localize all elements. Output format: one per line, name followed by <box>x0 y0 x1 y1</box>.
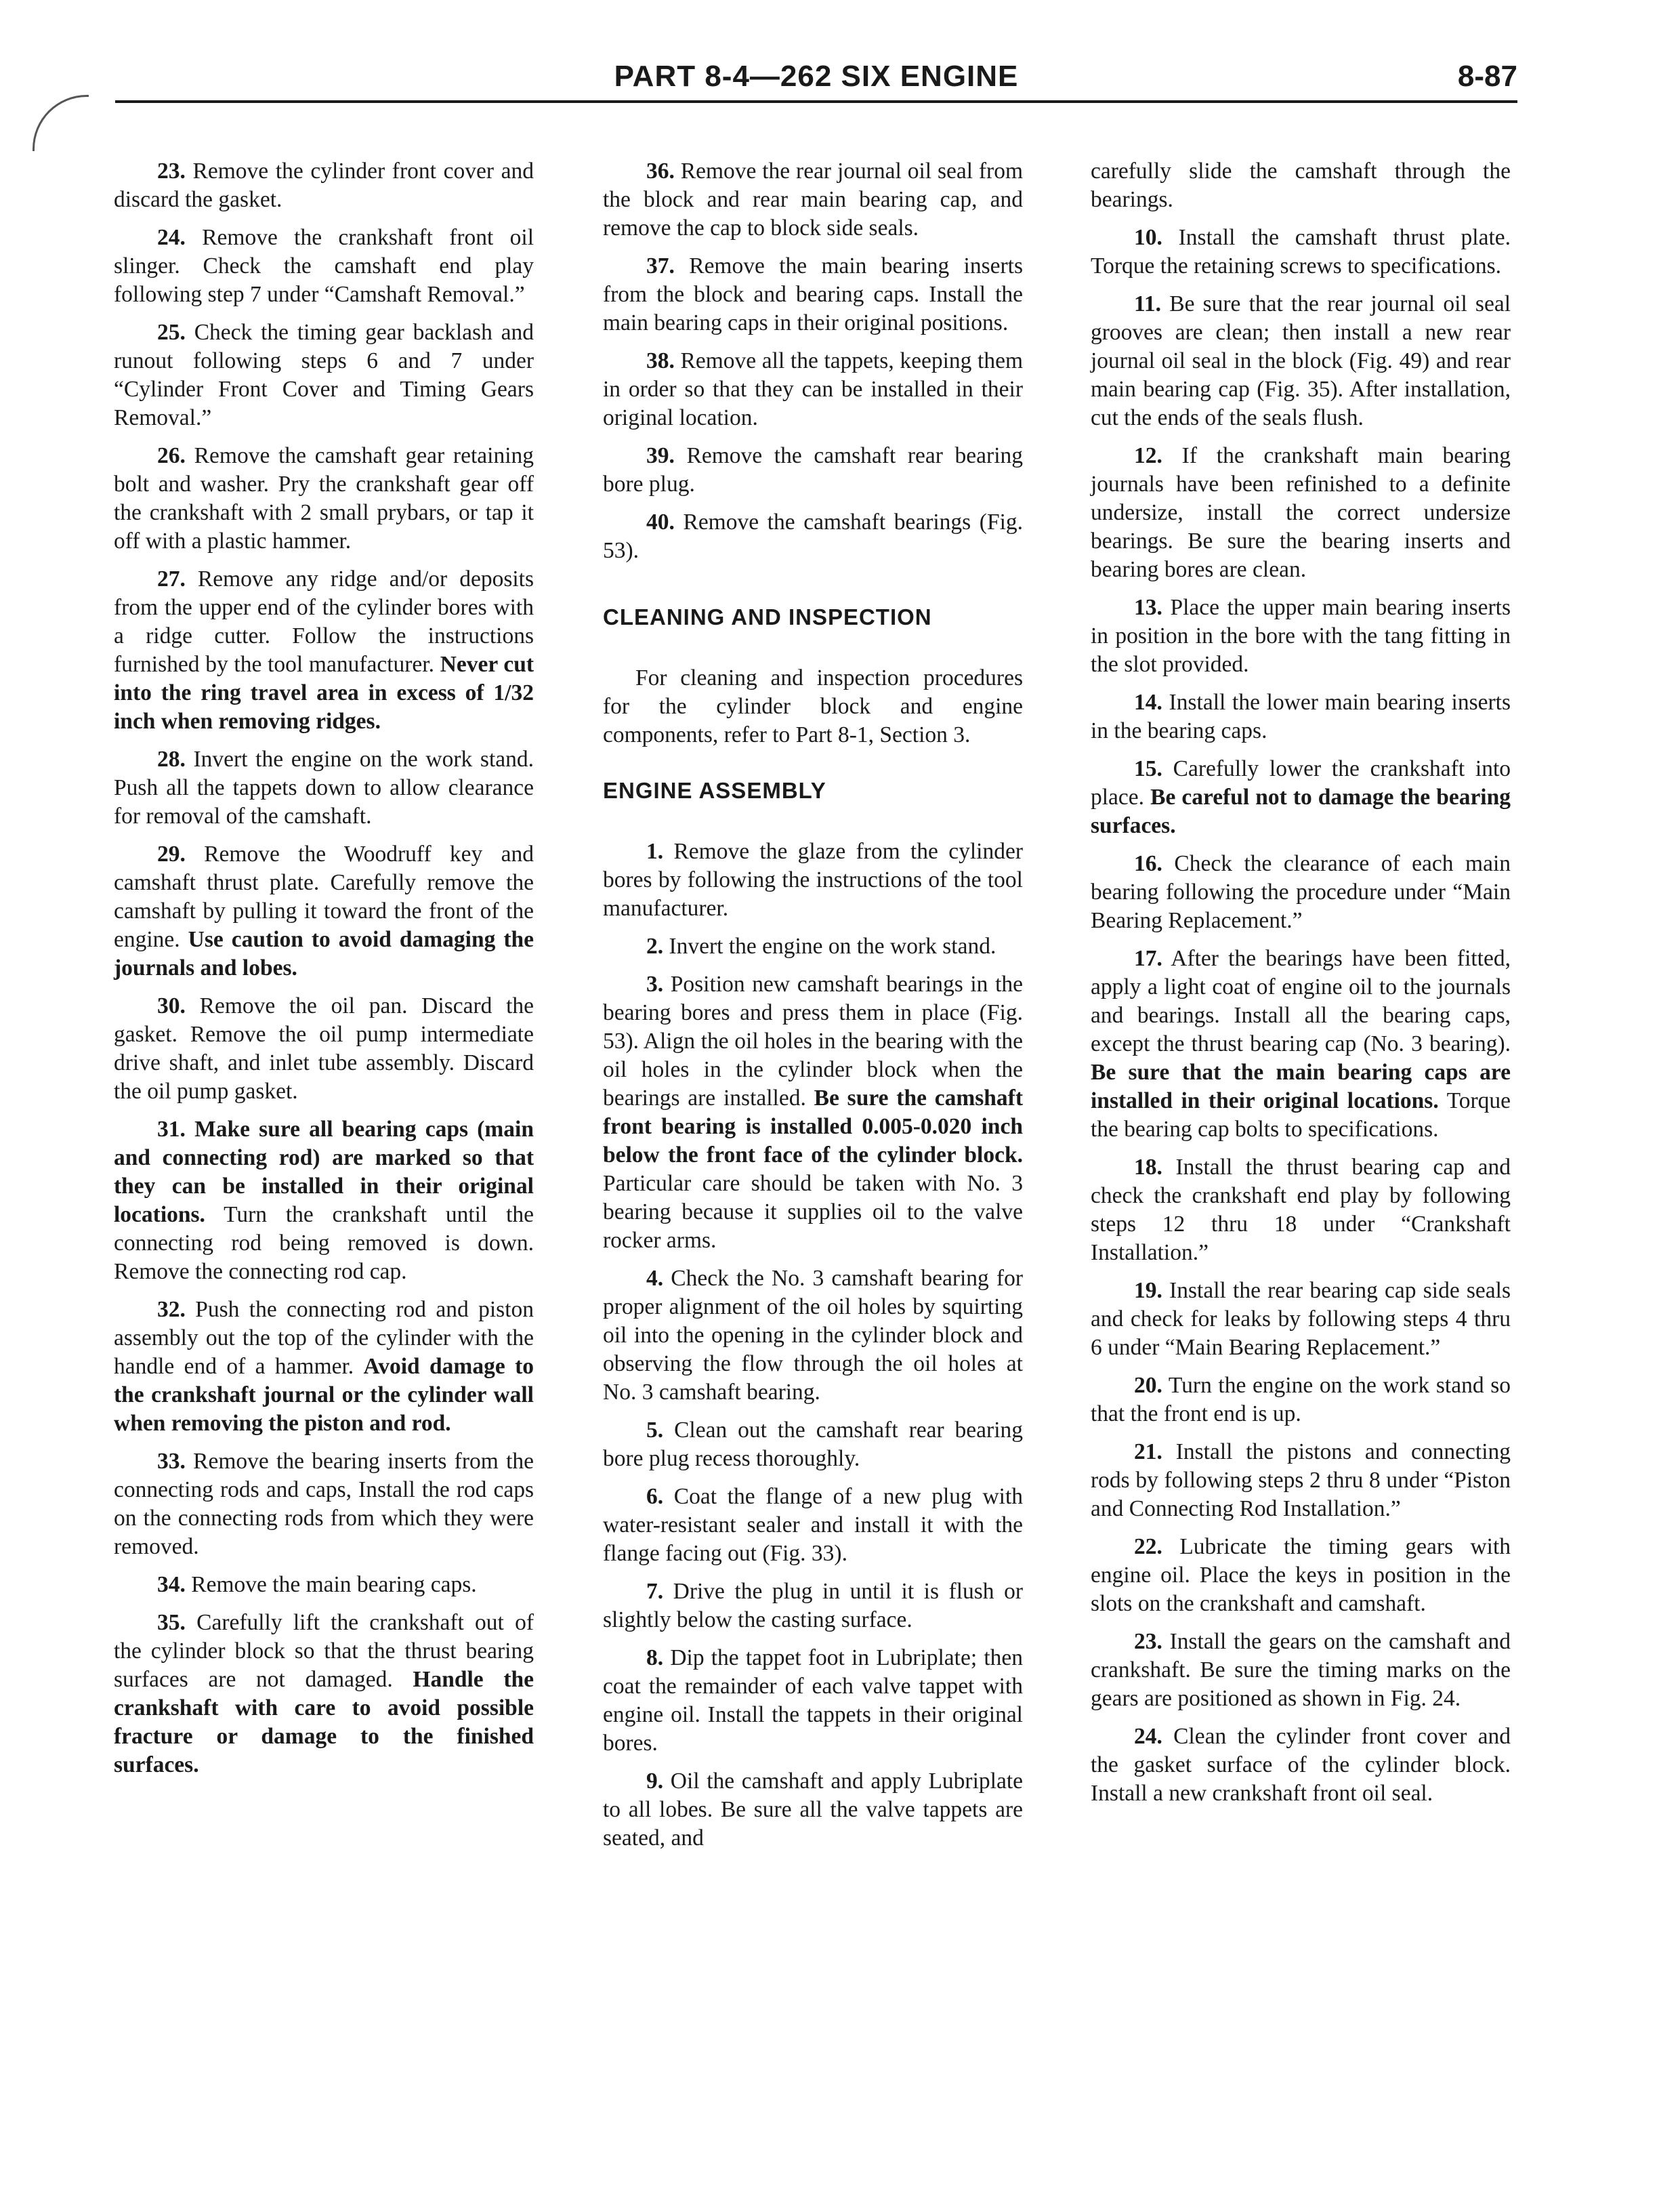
step-number: 16. <box>1134 851 1162 876</box>
assembly-steps <box>603 838 1023 1853</box>
step-number: 31. <box>157 1117 186 1142</box>
step-text: Install the lower main bearing inserts in the bearing caps. <box>1091 690 1511 743</box>
step-text: Be sure that the rear journal oil seal grooves are clean; then install a new rear journal oil seal in the block (Fig. 49) and rear main bearing cap (Fig. 35). After installation, cut the ends of the seals flush. <box>1091 291 1511 430</box>
step-text: Remove the Woodruff key and camshaft thrust plate. Carefully remove the camshaft by pulling it toward the front of the engine. <box>114 842 534 952</box>
assembly-steps-continued <box>1091 224 1511 1808</box>
step-number: 35. <box>157 1610 186 1635</box>
step-text: Carefully lower the crankshaft into place. <box>1091 756 1511 810</box>
step-text: Dip the tappet foot in Lubriplate; then coat the remainder of each valve tappet with engine oil. Install the tappets in their original bores. <box>603 1645 1023 1756</box>
step-item <box>114 157 534 214</box>
step-number: 18. <box>1134 1155 1162 1180</box>
step-number: 6. <box>646 1484 664 1509</box>
step-number: 32. <box>157 1297 186 1322</box>
step-warning: Avoid damage to the crankshaft journal or the cylinder wall when removing the piston and rod. <box>114 1354 534 1436</box>
step-item <box>603 508 1023 565</box>
step-item <box>1091 1371 1511 1428</box>
step-number: 20. <box>1134 1373 1162 1398</box>
step-number: 24. <box>157 225 186 250</box>
step-text: After the bearings have been fitted, apply a light coat of engine oil to the journals and bearings. Install all the bearing caps, except the thrust bearing cap (No. 3 bearing). <box>1091 946 1511 1056</box>
step-item <box>114 745 534 831</box>
step-number: 25. <box>157 320 186 345</box>
step-number: 1. <box>646 839 664 864</box>
continued-text: carefully slide the camshaft through the bearings. <box>1091 159 1511 212</box>
removal-steps-continued <box>603 157 1023 565</box>
step-item <box>603 442 1023 499</box>
step-text: Remove any ridge and/or deposits from the upper end of the cylinder bores with a ridge cutter. Follow the instructions furnished by the tool manufacturer. <box>114 566 534 677</box>
column-left <box>114 157 534 1789</box>
step-item <box>114 1115 534 1286</box>
step-text: Check the timing gear backlash and runout following steps 6 and 7 under “Cylinder Front Cover and Timing Gears Removal.” <box>114 320 534 430</box>
scan-corner-mark <box>33 95 89 151</box>
step-item <box>1091 594 1511 679</box>
step-item <box>603 157 1023 243</box>
step-item <box>114 1609 534 1779</box>
step-text: Push the connecting rod and piston assembly out the top of the cylinder with the handle end of a hammer. <box>114 1297 534 1379</box>
step-number: 5. <box>646 1418 664 1443</box>
step-item <box>1091 1533 1511 1618</box>
step-number: 27. <box>157 566 186 592</box>
step-number: 10. <box>1134 225 1162 250</box>
page-title: PART 8-4—262 SIX ENGINE <box>614 60 1019 93</box>
step-text: Remove the main bearing caps. <box>191 1572 477 1597</box>
step-warning: Be sure the camshaft front bearing is installed 0.005-0.020 inch below the front face of the cylinder block. <box>603 1086 1023 1168</box>
step-number: 38. <box>646 348 675 373</box>
step-text: Invert the engine on the work stand. <box>669 934 996 959</box>
step-number: 33. <box>157 1449 186 1474</box>
step-number: 40. <box>646 510 675 535</box>
step-number: 14. <box>1134 690 1162 715</box>
step-item <box>1091 945 1511 1144</box>
step-number: 37. <box>646 253 675 278</box>
step-text: Check the clearance of each main bearing following the procedure under “Main Bearing Replacement.” <box>1091 851 1511 933</box>
step-text: Install the camshaft thrust plate. Torque the retaining screws to specifications. <box>1091 225 1511 278</box>
step-text: Place the upper main bearing inserts in position in the bore with the tang fitting in the slot provided. <box>1091 595 1511 677</box>
step-text: Remove the rear journal oil seal from the block and rear main bearing cap, and remove the cap to block side seals. <box>603 159 1024 241</box>
step-number: 17. <box>1134 946 1162 971</box>
step-number: 36. <box>646 159 675 184</box>
step-item <box>603 1644 1023 1758</box>
step-number: 22. <box>1134 1534 1162 1559</box>
step-text: Install the pistons and connecting rods by following steps 2 thru 8 under “Piston and Connecting Rod Installation.” <box>1091 1439 1511 1521</box>
step-number: 11. <box>1134 291 1162 316</box>
step-number: 28. <box>157 747 186 772</box>
step-text: Check the No. 3 camshaft bearing for proper alignment of the oil holes by squirting oil into the opening in the cylinder block and observing the flow through the oil holes at No. 3 camshaft bearing. <box>603 1266 1023 1405</box>
step-text: Lubricate the timing gears with engine oil. Place the keys in position in the slots on the crankshaft and camshaft. <box>1091 1534 1511 1616</box>
step-item <box>1091 688 1511 745</box>
step-number: 4. <box>646 1266 664 1291</box>
step-item <box>1091 1153 1511 1267</box>
step-number: 29. <box>157 842 186 867</box>
step-number: 13. <box>1134 595 1162 620</box>
step-warning: Use caution to avoid damaging the journals and lobes. <box>114 927 534 981</box>
step-item <box>603 1416 1023 1473</box>
step-item <box>114 318 534 432</box>
step-item <box>114 840 534 983</box>
step-text: Drive the plug in until it is flush or slightly below the casting surface. <box>603 1579 1023 1632</box>
step-item <box>114 1447 534 1561</box>
step-number: 30. <box>157 993 186 1018</box>
step-item <box>114 442 534 556</box>
step-number: 26. <box>157 443 186 468</box>
step-number: 7. <box>646 1579 664 1604</box>
cleaning-paragraph: For cleaning and inspection procedures for the cylinder block and engine components, refer to Part 8-1, Section 3. <box>603 665 1023 747</box>
step-text: Remove the camshaft bearings (Fig. 53). <box>603 510 1024 563</box>
step-text: Remove the crankshaft front oil slinger. Check the camshaft end play following step 7 under “Camshaft Removal.” <box>114 225 534 307</box>
step-text: Coat the flange of a new plug with water-resistant sealer and install it with the flange facing out (Fig. 33). <box>603 1484 1024 1566</box>
step-text: Remove the main bearing inserts from the block and bearing caps. Install the main bearing caps in their original positions. <box>603 253 1024 335</box>
step-text: Position new camshaft bearings in the bearing bores and press them in place (Fig. 53). Align the oil holes in the bearing with the oil holes in the cylinder block when the bearings are installed. <box>603 972 1023 1111</box>
step-number: 39. <box>646 443 675 468</box>
page-number: 8-87 <box>1457 60 1517 93</box>
step-item <box>114 224 534 309</box>
step-text-continued: Torque the bearing cap bolts to specifications. <box>1091 1088 1511 1142</box>
step-text: Remove the glaze from the cylinder bores by following the instructions of the tool manufacturer. <box>603 839 1023 921</box>
step-text: Remove the bearing inserts from the connecting rods and caps, Install the rod caps on the connecting rods from which they were removed. <box>114 1449 534 1559</box>
step-warning: Be careful not to damage the bearing surfaces. <box>1091 785 1511 838</box>
step-warning: Never cut into the ring travel area in excess of 1/32 inch when removing ridges. <box>114 652 534 734</box>
section-heading-cleaning: CLEANING AND INSPECTION <box>603 604 932 629</box>
step-item <box>1091 290 1511 432</box>
step-item <box>603 838 1023 923</box>
step-warning: Be sure that the main bearing caps are installed in their original locations. <box>1091 1060 1511 1113</box>
step-item <box>1091 1277 1511 1362</box>
step-text: Remove the camshaft gear retaining bolt and washer. Pry the crankshaft gear off the crankshaft with 2 small prybars, or tap it off with a plastic hammer. <box>114 443 534 554</box>
step-item <box>603 970 1023 1255</box>
step-text: Install the thrust bearing cap and check the crankshaft end play by following steps 12 thru 18 under “Crankshaft Installation.” <box>1091 1155 1511 1265</box>
step-number: 21. <box>1134 1439 1162 1464</box>
step-text: Clean out the camshaft rear bearing bore plug recess thoroughly. <box>603 1418 1023 1471</box>
step-item <box>114 1296 534 1438</box>
step-text: Remove the cylinder front cover and discard the gasket. <box>114 159 534 212</box>
step-item <box>1091 755 1511 840</box>
step-item <box>603 347 1023 432</box>
step-text-continued: Particular care should be taken with No. 3 bearing because it supplies oil to the valve rocker arms. <box>603 1171 1023 1253</box>
step-text: Remove all the tappets, keeping them in order so that they can be installed in their original location. <box>603 348 1024 430</box>
step-text: Clean the cylinder front cover and the gasket surface of the cylinder block. Install a new crankshaft front oil seal. <box>1091 1724 1511 1806</box>
step-number: 34. <box>157 1572 186 1597</box>
step-item <box>1091 442 1511 584</box>
step-text: Oil the camshaft and apply Lubriplate to all lobes. Be sure all the valve tappets are seated, and <box>603 1769 1023 1851</box>
step-text: Turn the engine on the work stand so that the front end is up. <box>1091 1373 1511 1426</box>
step-number: 3. <box>646 972 664 997</box>
step-number: 23. <box>157 159 186 184</box>
step-text: Invert the engine on the work stand. Push all the tappets down to allow clearance for removal of the camshaft. <box>114 747 534 829</box>
step-item <box>603 1483 1023 1568</box>
step-item <box>1091 224 1511 281</box>
step-number: 23. <box>1134 1629 1162 1654</box>
step-item <box>603 1767 1023 1853</box>
step-number: 24. <box>1134 1724 1162 1749</box>
step-item <box>1091 1722 1511 1808</box>
page-header <box>115 60 1517 103</box>
step-text: Remove the camshaft rear bearing bore plug. <box>603 443 1024 497</box>
step-number: 12. <box>1134 443 1162 468</box>
column-middle <box>603 157 1023 1862</box>
step-number: 9. <box>646 1769 664 1794</box>
section-heading-assembly: ENGINE ASSEMBLY <box>603 778 826 803</box>
step-number: 15. <box>1134 756 1162 781</box>
step-item <box>603 1264 1023 1407</box>
step-number: 2. <box>646 934 664 959</box>
step-text-continued: Turn the crankshaft until the connecting rod being removed is down. Remove the connecting rod cap. <box>114 1202 534 1284</box>
step-item <box>114 992 534 1106</box>
step-item <box>1091 1438 1511 1523</box>
step-text: Install the gears on the camshaft and crankshaft. Be sure the timing marks on the gears are positioned as shown in Fig. 24. <box>1091 1629 1511 1711</box>
step-text: Carefully lift the crankshaft out of the cylinder block so that the thrust bearing surfaces are not damaged. <box>114 1610 534 1692</box>
step-warning: Make sure all bearing caps (main and connecting rod) are marked so that they can be installed in their original locations. <box>114 1117 534 1227</box>
step-text: If the crankshaft main bearing journals have been refinished to a definite undersize, install the correct undersize bearings. Be sure the bearing inserts and bearing bores are clean. <box>1091 443 1511 582</box>
column-right <box>1091 157 1511 1817</box>
step-number: 19. <box>1134 1278 1162 1303</box>
step-item <box>603 932 1023 961</box>
step-item <box>1091 1628 1511 1713</box>
step-item <box>1091 850 1511 935</box>
step-item <box>603 1577 1023 1634</box>
step-text: Remove the oil pan. Discard the gasket. Remove the oil pump intermediate drive shaft, and inlet tube assembly. Discard the oil pump gasket. <box>114 993 534 1104</box>
step-warning: Handle the crankshaft with care to avoid possible fracture or damage to the finished surfaces. <box>114 1667 534 1777</box>
step-item <box>114 1571 534 1599</box>
step-number: 8. <box>646 1645 664 1670</box>
step-item <box>603 252 1023 337</box>
step-item <box>114 565 534 736</box>
step-text: Install the rear bearing cap side seals and check for leaks by following steps 4 thru 6 under “Main Bearing Replacement.” <box>1091 1278 1511 1360</box>
